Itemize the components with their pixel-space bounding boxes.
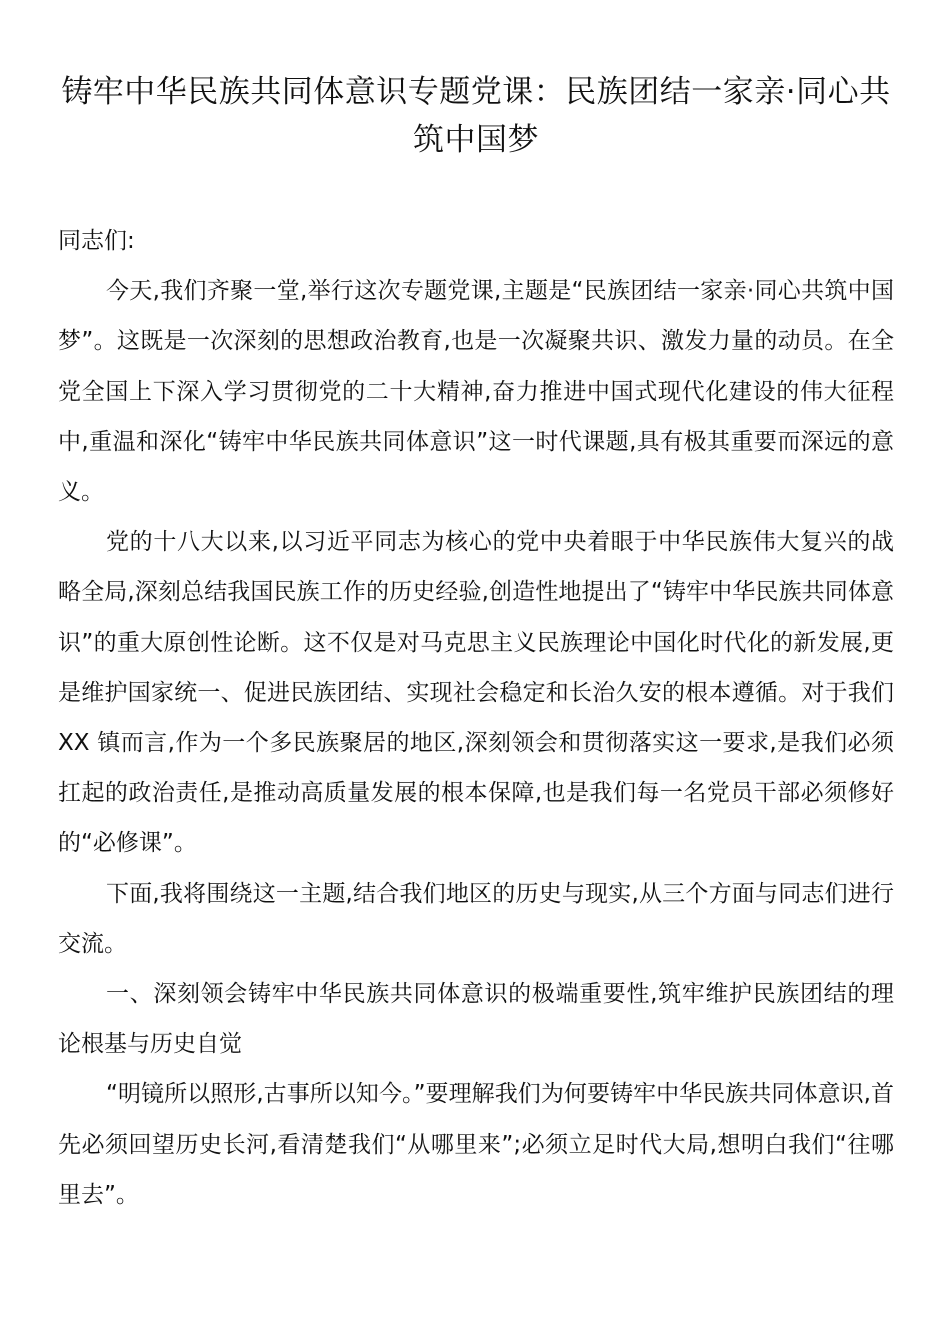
paragraph-background: 党的十八大以来,以习近平同志为核心的党中央着眼于中华民族伟大复兴的战略全局,深刻总结我国民族工作的历史经验,创造性地提出了“铸牢中华民族共同体意识”的重大原创性论断。这不仅是对马克思主义民族理论中国化时代化的新发展,更是维护国家统一、促进民族团结、实现社会稳定和长治久安的根本遵循。对于我们 XX 镇而言,作为一个多民族聚居的地区,深刻领会和贯彻落实这一要求,是我们必须扛起的政治责任,是推动高质量发展的根本保障,也是我们每一名党员干部必须修好的“必修课”。	[58, 529, 894, 857]
document-body	[58, 216, 894, 1220]
salutation: 同志们:	[58, 228, 135, 254]
section-heading-1: 一、深刻领会铸牢中华民族共同体意识的极端重要性,筑牢维护民族团结的理论根基与历史自觉	[58, 981, 894, 1058]
paragraph-opening: 今天,我们齐聚一堂,举行这次专题党课,主题是“民族团结一家亲·同心共筑中国梦”。这既是一次深刻的思想政治教育,也是一次凝聚共识、激发力量的动员。在全党全国上下深入学习贯彻党的二十大精神,奋力推进中国式现代化建设的伟大征程中,重温和深化“铸牢中华民族共同体意识”这一时代课题,具有极其重要而深远的意义。	[58, 278, 894, 506]
paragraph-history: “明镜所以照形,古事所以知今。”要理解我们为何要铸牢中华民族共同体意识,首先必须回望历史长河,看清楚我们“从哪里来”;必须立足时代大局,想明白我们“往哪里去”。	[58, 1081, 894, 1208]
paragraph-outline: 下面,我将围绕这一主题,结合我们地区的历史与现实,从三个方面与同志们进行交流。	[58, 880, 894, 957]
document-title: 铸牢中华民族共同体意识专题党课：民族团结一家亲·同心共筑中国梦	[61, 74, 891, 158]
